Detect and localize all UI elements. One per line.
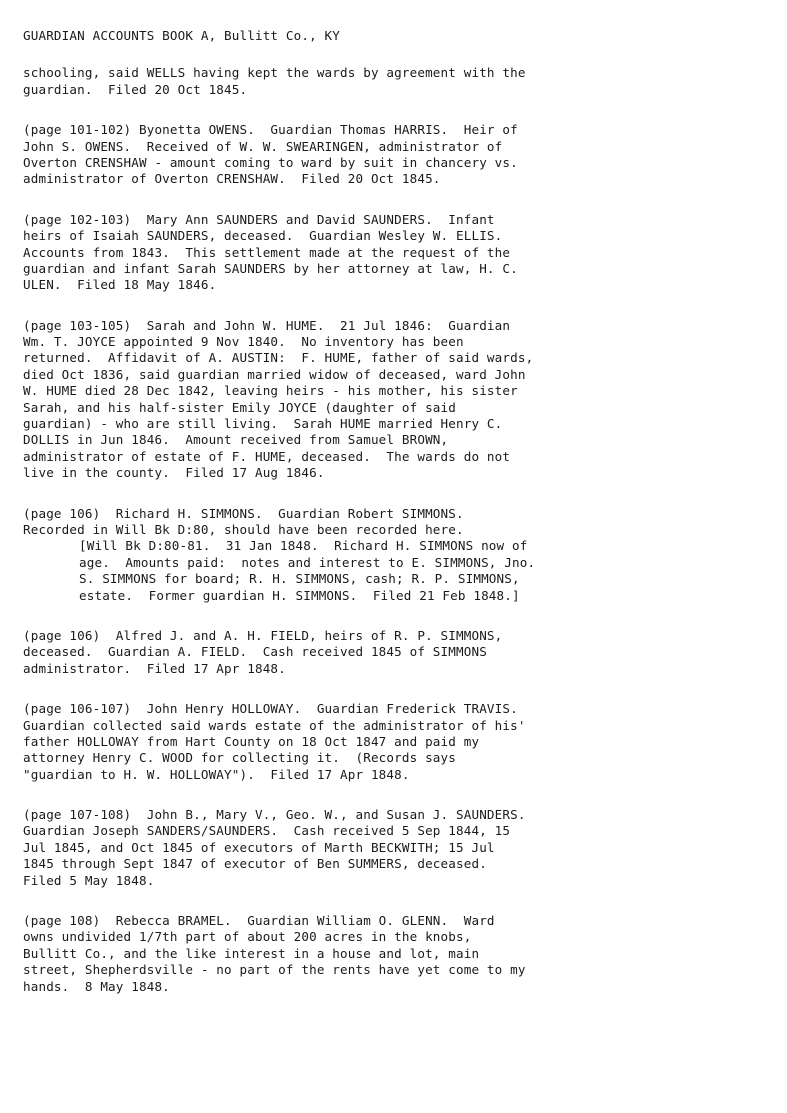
- entry-simmons-1: [23, 506, 767, 604]
- entry-line: administrator of Overton CRENSHAW. Filed 20 Oct 1845.: [23, 171, 441, 187]
- entry-line: Accounts from 1843. This settlement made at the request of the: [23, 244, 511, 260]
- entry-continuation: [23, 65, 767, 98]
- entry-line: W. HUME died 28 Dec 1842, leaving heirs - his mother, his sister: [23, 383, 518, 399]
- entry-hume: [23, 318, 767, 482]
- entry-line: (page 103-105) Sarah and John W. HUME. 21 Jul 1846: Guardian: [23, 317, 511, 333]
- entry-saunders-1: [23, 212, 767, 294]
- entry-indented-line: [Will Bk D:80-81. 31 Jan 1848. Richard H. SIMMONS now of: [79, 538, 528, 554]
- entry-line: (page 102-103) Mary Ann SAUNDERS and David SAUNDERS. Infant: [23, 211, 495, 227]
- entry-saunders-2: [23, 807, 767, 889]
- entry-line: Guardian Joseph SANDERS/SAUNDERS. Cash received 5 Sep 1844, 15: [23, 823, 511, 839]
- entry-line: DOLLIS in Jun 1846. Amount received from Samuel BROWN,: [23, 432, 449, 448]
- entry-line: Overton CRENSHAW - amount coming to ward by suit in chancery vs.: [23, 154, 518, 170]
- entry-line: Sarah, and his half-sister Emily JOYCE (daughter of said: [23, 399, 456, 415]
- entry-line: owns undivided 1/7th part of about 200 acres in the knobs,: [23, 929, 472, 945]
- entry-line: (page 106-107) John Henry HOLLOWAY. Guardian Frederick TRAVIS.: [23, 701, 518, 717]
- entry-line: (page 108) Rebecca BRAMEL. Guardian William O. GLENN. Ward: [23, 913, 495, 929]
- entry-line: guardian and infant Sarah SAUNDERS by her attorney at law, H. C.: [23, 260, 518, 276]
- entry-line: hands. 8 May 1848.: [23, 978, 170, 994]
- entry-line: guardian. Filed 20 Oct 1845.: [23, 81, 248, 97]
- entry-line: "guardian to H. W. HOLLOWAY"). Filed 17 Apr 1848.: [23, 766, 410, 782]
- entry-line: Filed 5 May 1848.: [23, 872, 155, 888]
- entry-field: [23, 628, 767, 677]
- entry-indented-line: estate. Former guardian H. SIMMONS. Filed 21 Feb 1848.]: [79, 587, 520, 603]
- entry-line: John S. OWENS. Received of W. W. SWEARINGEN, administrator of: [23, 138, 503, 154]
- entry-line: street, Shepherdsville - no part of the rents have yet come to my: [23, 962, 526, 978]
- entry-indented-line: age. Amounts paid: notes and interest to E. SIMMONS, Jno.: [79, 554, 536, 570]
- entry-line: ULEN. Filed 18 May 1846.: [23, 277, 217, 293]
- entry-line: heirs of Isaiah SAUNDERS, deceased. Guardian Wesley W. ELLIS.: [23, 228, 503, 244]
- entry-line: live in the county. Filed 17 Aug 1846.: [23, 465, 325, 481]
- entry-line: (page 107-108) John B., Mary V., Geo. W., and Susan J. SAUNDERS.: [23, 807, 526, 823]
- entry-line: schooling, said WELLS having kept the wards by agreement with the: [23, 65, 526, 81]
- entry-indented-line: S. SIMMONS for board; R. H. SIMMONS, cash; R. P. SIMMONS,: [79, 571, 520, 587]
- entry-line: deceased. Guardian A. FIELD. Cash received 1845 of SIMMONS: [23, 644, 487, 660]
- page-header: GUARDIAN ACCOUNTS BOOK A, Bullitt Co., KY: [23, 28, 341, 43]
- entry-line: Guardian collected said wards estate of the administrator of his': [23, 717, 526, 733]
- entry-line: Bullitt Co., and the like interest in a house and lot, main: [23, 945, 480, 961]
- entry-line: Recorded in Will Bk D:80, should have been recorded here.: [23, 522, 464, 537]
- entry-bramel: [23, 913, 767, 995]
- entry-line: Jul 1845, and Oct 1845 of executors of Marth BECKWITH; 15 Jul: [23, 839, 495, 855]
- entry-line: administrator. Filed 17 Apr 1848.: [23, 660, 286, 676]
- entry-owens: [23, 122, 767, 188]
- entry-line: Wm. T. JOYCE appointed 9 Nov 1840. No inventory has been: [23, 334, 464, 350]
- entry-line: (page 101-102) Byonetta OWENS. Guardian Thomas HARRIS. Heir of: [23, 122, 518, 138]
- entry-line: administrator of estate of F. HUME, deceased. The wards do not: [23, 448, 511, 464]
- entry-line: father HOLLOWAY from Hart County on 18 Oct 1847 and paid my: [23, 733, 480, 749]
- entries-container: [23, 65, 767, 995]
- entry-line: attorney Henry C. WOOD for collecting it. (Records says: [23, 750, 456, 766]
- entry-line: returned. Affidavit of A. AUSTIN: F. HUME, father of said wards,: [23, 350, 534, 366]
- entry-holloway: [23, 701, 767, 783]
- entry-line: (page 106) Richard H. SIMMONS. Guardian Robert SIMMONS.: [23, 505, 464, 521]
- entry-line: (page 106) Alfred J. and A. H. FIELD, heirs of R. P. SIMMONS,: [23, 627, 503, 643]
- entry-line: guardian) - who are still living. Sarah HUME married Henry C.: [23, 416, 503, 432]
- entry-line: died Oct 1836, said guardian married widow of deceased, ward John: [23, 366, 526, 382]
- entry-line: 1845 through Sept 1847 of executor of Ben SUMMERS, deceased.: [23, 856, 487, 872]
